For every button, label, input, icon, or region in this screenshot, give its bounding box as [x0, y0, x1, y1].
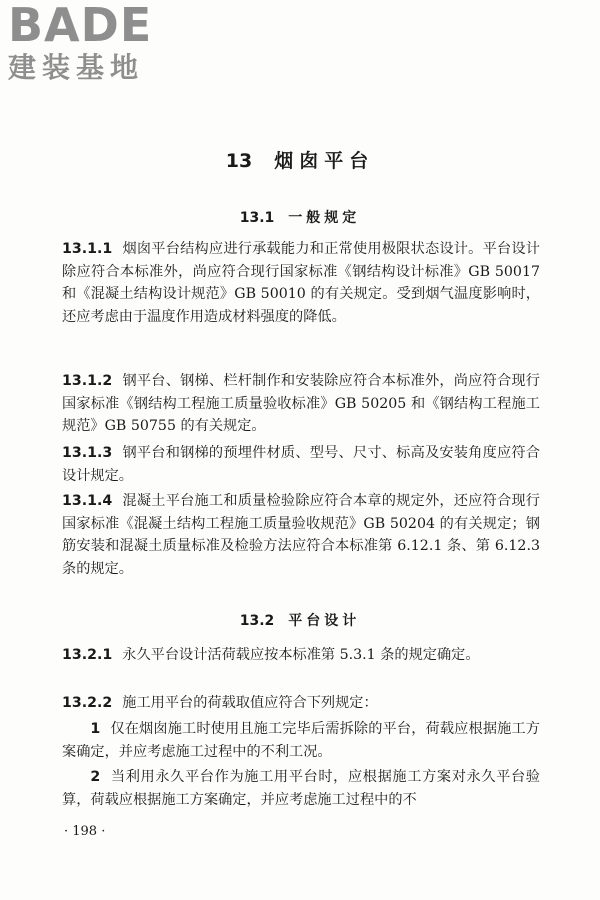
clause-paragraph: [62, 442, 540, 487]
section-heading: [0, 610, 600, 630]
clause-text: 施工用平台的荷载取值应符合下列规定：: [122, 695, 378, 711]
clause-number: 13.2.1: [62, 647, 113, 663]
clause-paragraph: [62, 238, 540, 328]
clause-number: 13.1.2: [62, 373, 113, 389]
list-item: [62, 766, 540, 811]
section-heading: [0, 207, 600, 227]
clause-text: 烟囱平台结构应进行承载能力和正常使用极限状态设计。平台设计除应符合本标准外，尚应符合现行国家标准《钢结构设计标准》GB 50017 和《混凝土结构设计规范》GB 50010 的有关规定。受到烟气温度影响时，还应考虑由于温度作用造成材料强度的降低。: [62, 241, 540, 325]
item-text: 仅在烟囱施工时使用且施工完毕后需拆除的平台，荷载应根据施工方案确定，并应考虑施工过程中的不利工况。: [62, 721, 540, 760]
chapter-heading: [0, 146, 600, 173]
list-item: [62, 718, 540, 763]
section-title: 平台设计: [288, 613, 361, 629]
page-number: · 198 ·: [64, 824, 106, 839]
clause-number: 13.1.4: [62, 493, 113, 509]
item-text: 当利用永久平台作为施工用平台时，应根据施工方案对永久平台验算，荷载应根据施工方案确定，并应考虑施工过程中的不: [62, 769, 540, 808]
section-number: 13.1: [239, 210, 275, 226]
item-number: 1: [90, 721, 101, 737]
clause-text: 钢平台、钢梯、栏杆制作和安装除应符合本标准外，尚应符合现行国家标准《钢结构工程施工质量验收标准》GB 50205 和《钢结构工程施工规范》GB 50755 的有关规定。: [62, 373, 540, 435]
watermark-logo: [8, 2, 152, 84]
watermark-sub-text: 建装基地: [8, 51, 145, 84]
watermark-logo-text: BADE: [8, 0, 153, 52]
section-title: 一般规定: [288, 210, 361, 226]
clause-paragraph: [62, 490, 540, 580]
clause-paragraph: [62, 692, 540, 715]
clause-text: 永久平台设计活荷载应按本标准第 5.3.1 条的规定确定。: [122, 647, 480, 663]
chapter-title: 烟囱平台: [274, 150, 375, 172]
clause-number: 13.2.2: [62, 695, 113, 711]
clause-number: 13.1.1: [62, 241, 113, 257]
clause-text: 钢平台和钢梯的预埋件材质、型号、尺寸、标高及安装角度应符合设计规定。: [62, 445, 540, 484]
item-number: 2: [90, 769, 101, 785]
section-number: 13.2: [239, 613, 275, 629]
clause-paragraph: [62, 644, 540, 667]
clause-paragraph: [62, 370, 540, 438]
chapter-number: 13: [225, 150, 253, 172]
clause-number: 13.1.3: [62, 445, 113, 461]
clause-text: 混凝土平台施工和质量检验除应符合本章的规定外，还应符合现行国家标准《混凝土结构工程施工质量验收规范》GB 50204 的有关规定；钢筋安装和混凝土质量标准及检验方法应符合本标准第 6.12.1 条、第 6.12.3 条的规定。: [62, 493, 540, 577]
